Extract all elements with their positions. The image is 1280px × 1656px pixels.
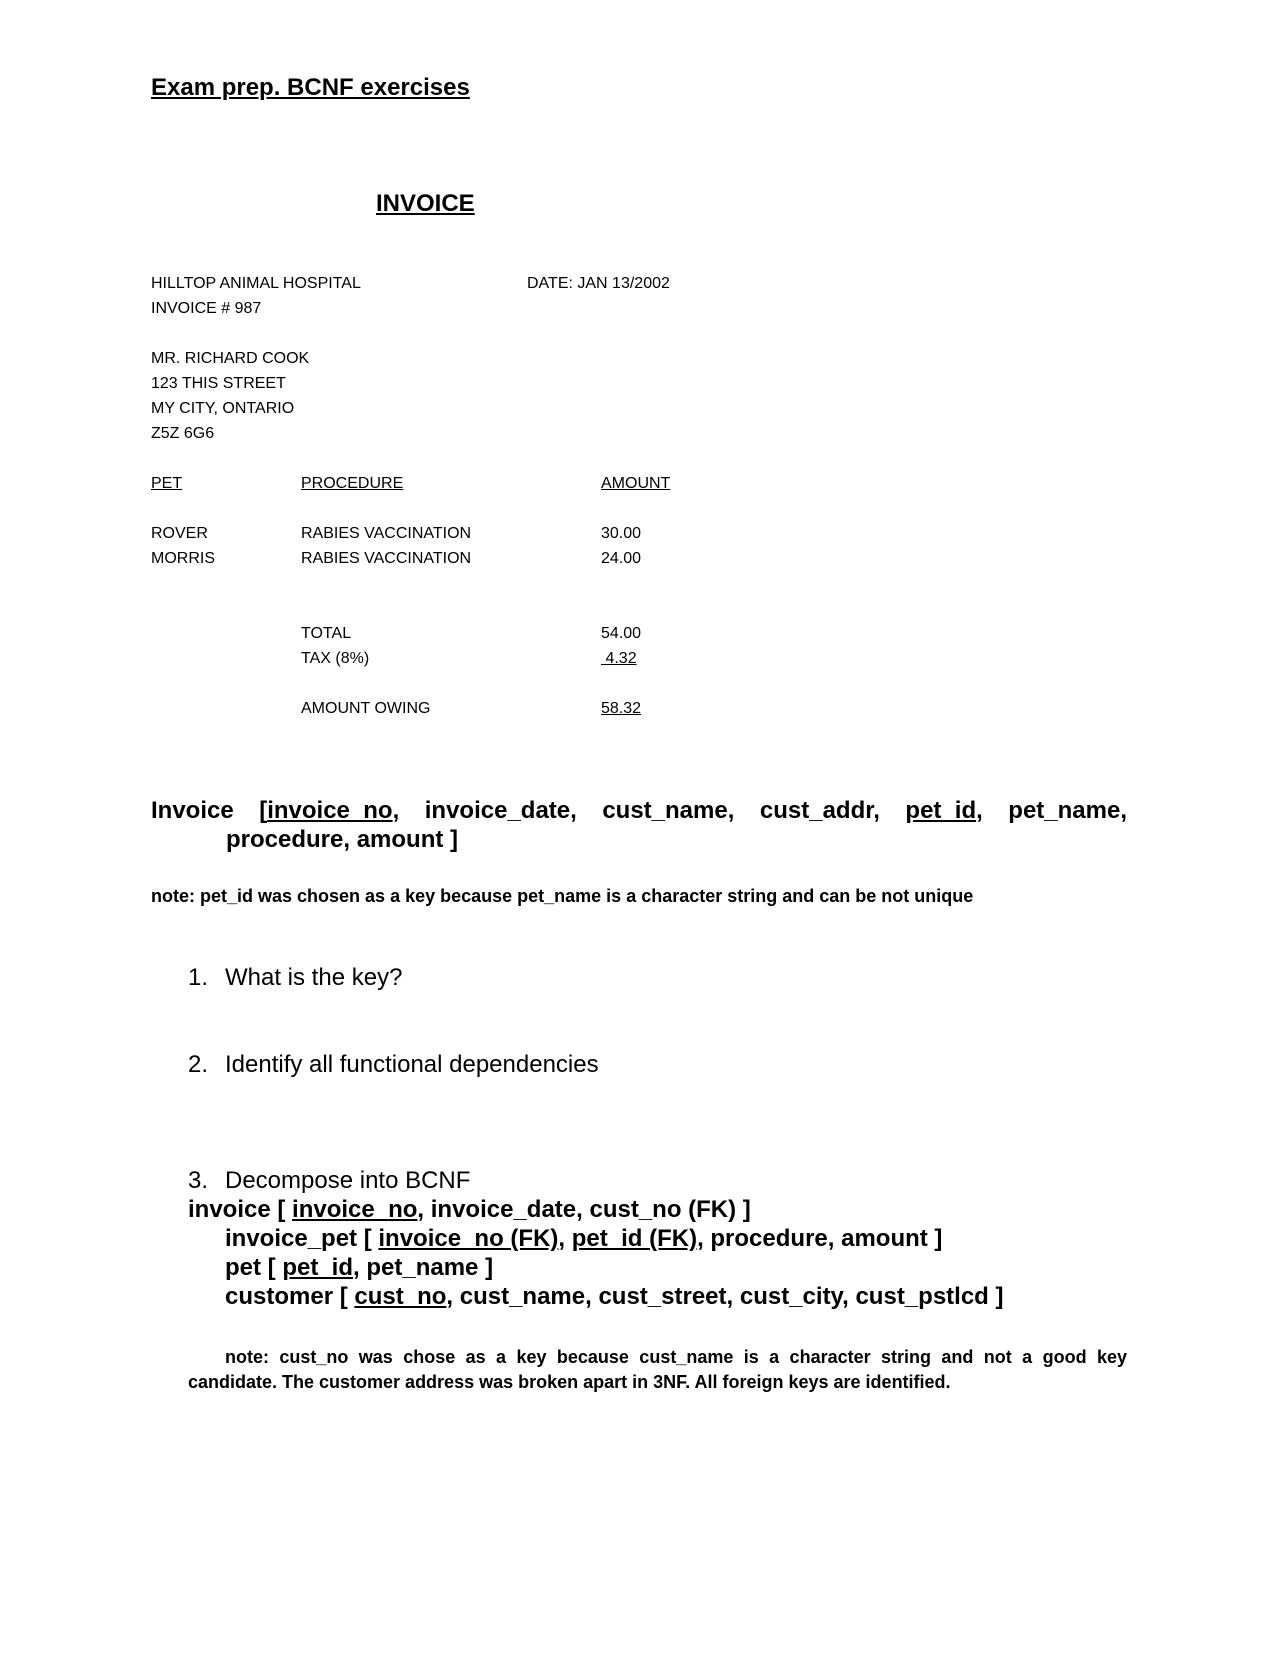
question-item: [188, 1051, 599, 1079]
column-header-amount: AMOUNT: [601, 475, 671, 492]
line-item-amount: 24.00: [601, 550, 642, 567]
schema-invoice-no: [invoice_no,: [259, 797, 400, 824]
customer-city: MY CITY, ONTARIO: [151, 400, 295, 417]
schema-invoice-date: invoice_date,: [424, 797, 577, 824]
invoice-number: INVOICE # 987: [151, 300, 262, 317]
relation-invoice-pet: invoice_pet [ invoice_no (FK), pet_id (FK), procedure, amount ]: [225, 1225, 943, 1252]
question-text: What is the key?: [225, 964, 403, 991]
customer-street: 123 THIS STREET: [151, 375, 286, 392]
schema-pet-id: pet_id,: [905, 797, 983, 824]
schema-relation-name: Invoice: [151, 797, 234, 824]
schema-cust-name: cust_name,: [602, 797, 735, 824]
cust-no-note: note: cust_no was chose as a key because cust_name is a character string and not a good key candidate. The customer address was broken apart in 3NF. All foreign keys are identified.: [188, 1347, 1127, 1392]
customer-postal: Z5Z 6G6: [151, 425, 215, 442]
question-item: [188, 1167, 470, 1195]
question-number: 2.: [188, 1051, 209, 1078]
tax-label: TAX (8%): [301, 650, 370, 667]
question-number: 1.: [188, 964, 209, 991]
line-item-pet: ROVER: [151, 525, 208, 542]
line-item-procedure: RABIES VACCINATION: [301, 525, 472, 542]
total-label: TOTAL: [301, 625, 352, 642]
total-value: 54.00: [601, 625, 642, 642]
customer-name: MR. RICHARD COOK: [151, 350, 310, 367]
schema-cust-addr: cust_addr,: [759, 797, 880, 824]
pet-id-note: note: pet_id was chosen as a key because pet_name is a character string and can be not unique: [151, 886, 974, 906]
question-text: Identify all functional dependencies: [225, 1051, 599, 1078]
invoice-schema: [151, 796, 1127, 854]
question-text: Decompose into BCNF: [225, 1167, 471, 1194]
amount-owing-value: 58.32: [601, 700, 642, 717]
invoice-title: INVOICE: [376, 190, 475, 217]
relation-pet: pet [ pet_id, pet_name ]: [225, 1254, 494, 1281]
invoice-date: DATE: JAN 13/2002: [527, 275, 670, 292]
schema-continuation: procedure, amount ]: [226, 826, 459, 853]
document-heading: Exam prep. BCNF exercises: [151, 74, 470, 101]
question-number: 3.: [188, 1167, 209, 1194]
line-item-pet: MORRIS: [151, 550, 215, 567]
amount-owing-label: AMOUNT OWING: [301, 700, 431, 717]
relation-customer: customer [ cust_no, cust_name, cust_street, cust_city, cust_pstlcd ]: [225, 1283, 1004, 1310]
question-item: [188, 964, 402, 992]
hospital-name: HILLTOP ANIMAL HOSPITAL: [151, 275, 361, 292]
relation-invoice: invoice [ invoice_no, invoice_date, cust_no (FK) ]: [188, 1196, 751, 1223]
line-item-amount: 30.00: [601, 525, 642, 542]
column-header-pet: PET: [151, 475, 183, 492]
line-item-procedure: RABIES VACCINATION: [301, 550, 472, 567]
tax-value: 4.32: [605, 650, 637, 667]
schema-pet-name: pet_name,: [1008, 797, 1127, 824]
column-header-procedure: PROCEDURE: [301, 475, 404, 492]
